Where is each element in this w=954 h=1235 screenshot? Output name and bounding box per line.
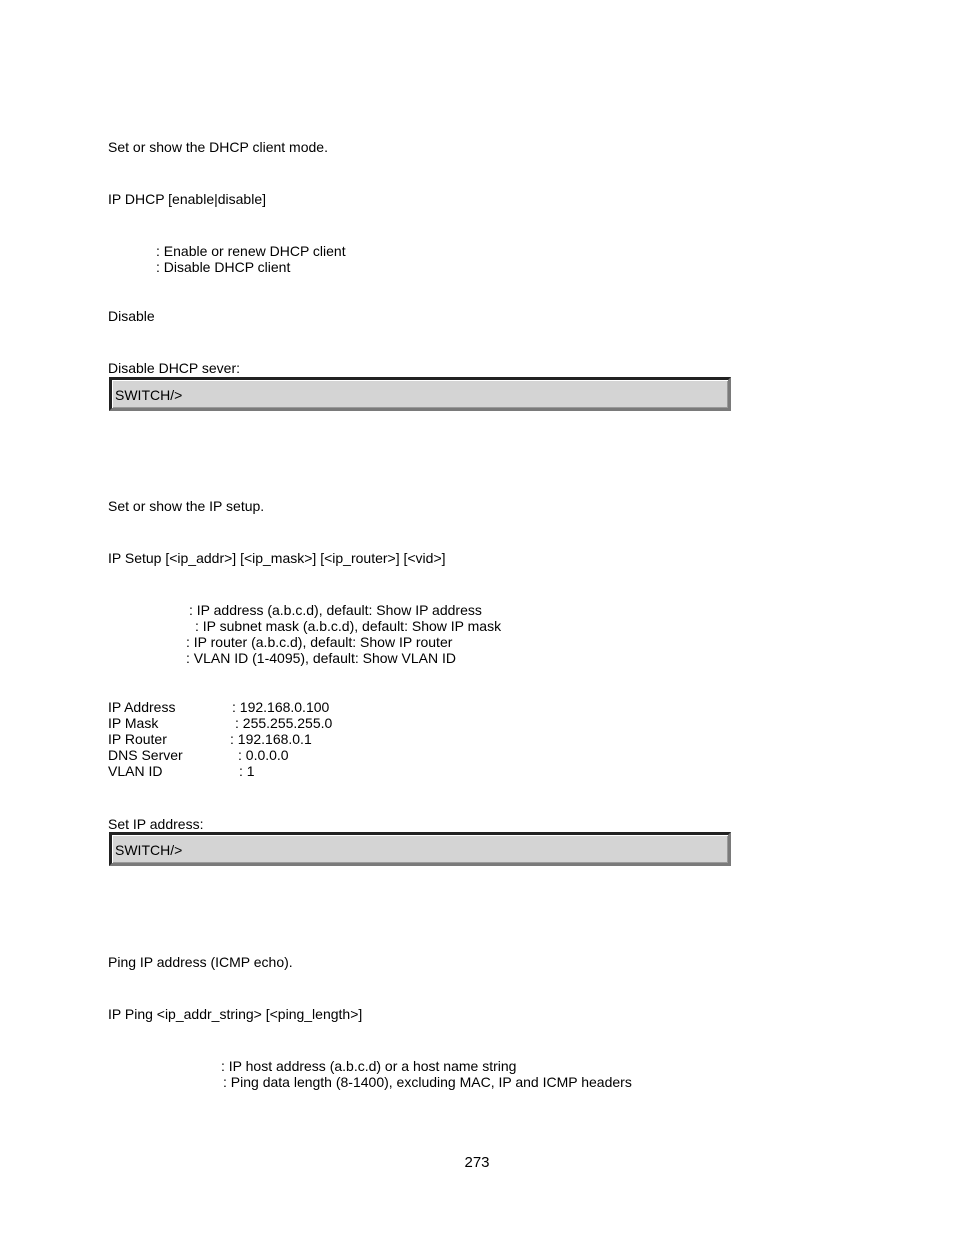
console-prompt: SWITCH/> (115, 842, 183, 858)
setup-description: Set or show the IP setup. (108, 498, 265, 514)
setup-param-ip-addr: : IP address (a.b.c.d), default: Show IP address (189, 602, 482, 618)
setup-param-vid: : VLAN ID (1-4095), default: Show VLAN ID (186, 650, 457, 666)
setup-default-label: DNS Server (108, 747, 183, 763)
page-number: 273 (464, 1154, 490, 1171)
dhcp-default: Disable (108, 308, 155, 324)
ping-description: Ping IP address (ICMP echo). (108, 954, 293, 970)
setup-default-label: IP Mask (108, 715, 159, 731)
setup-default-label: IP Router (108, 731, 167, 747)
setup-default-value: : 192.168.0.1 (230, 731, 312, 747)
setup-param-ip-mask: : IP subnet mask (a.b.c.d), default: Show IP mask (195, 618, 502, 634)
console-prompt: SWITCH/> (115, 387, 183, 403)
dhcp-example-label: Disable DHCP sever: (108, 360, 241, 376)
setup-default-label: VLAN ID (108, 763, 163, 779)
ping-param-length: : Ping data length (8-1400), excluding MAC, IP and ICMP headers (223, 1074, 632, 1090)
dhcp-param-disable: : Disable DHCP client (156, 259, 291, 275)
ping-syntax: IP Ping <ip_addr_string> [<ping_length>] (108, 1006, 363, 1022)
setup-default-label: IP Address (108, 699, 176, 715)
dhcp-syntax: IP DHCP [enable|disable] (108, 191, 266, 207)
dhcp-param-enable: : Enable or renew DHCP client (156, 243, 346, 259)
setup-example-console (109, 832, 731, 866)
setup-syntax: IP Setup [<ip_addr>] [<ip_mask>] [<ip_router>] [<vid>] (108, 550, 446, 566)
setup-default-value: : 192.168.0.100 (232, 699, 330, 715)
setup-default-value: : 255.255.255.0 (235, 715, 333, 731)
dhcp-example-console (109, 377, 731, 411)
setup-param-ip-router: : IP router (a.b.c.d), default: Show IP router (186, 634, 453, 650)
setup-default-value: : 0.0.0.0 (238, 747, 289, 763)
setup-example-label: Set IP address: (108, 816, 204, 832)
dhcp-description: Set or show the DHCP client mode. (108, 139, 328, 155)
setup-default-value: : 1 (239, 763, 255, 779)
ping-param-addr: : IP host address (a.b.c.d) or a host name string (221, 1058, 517, 1074)
